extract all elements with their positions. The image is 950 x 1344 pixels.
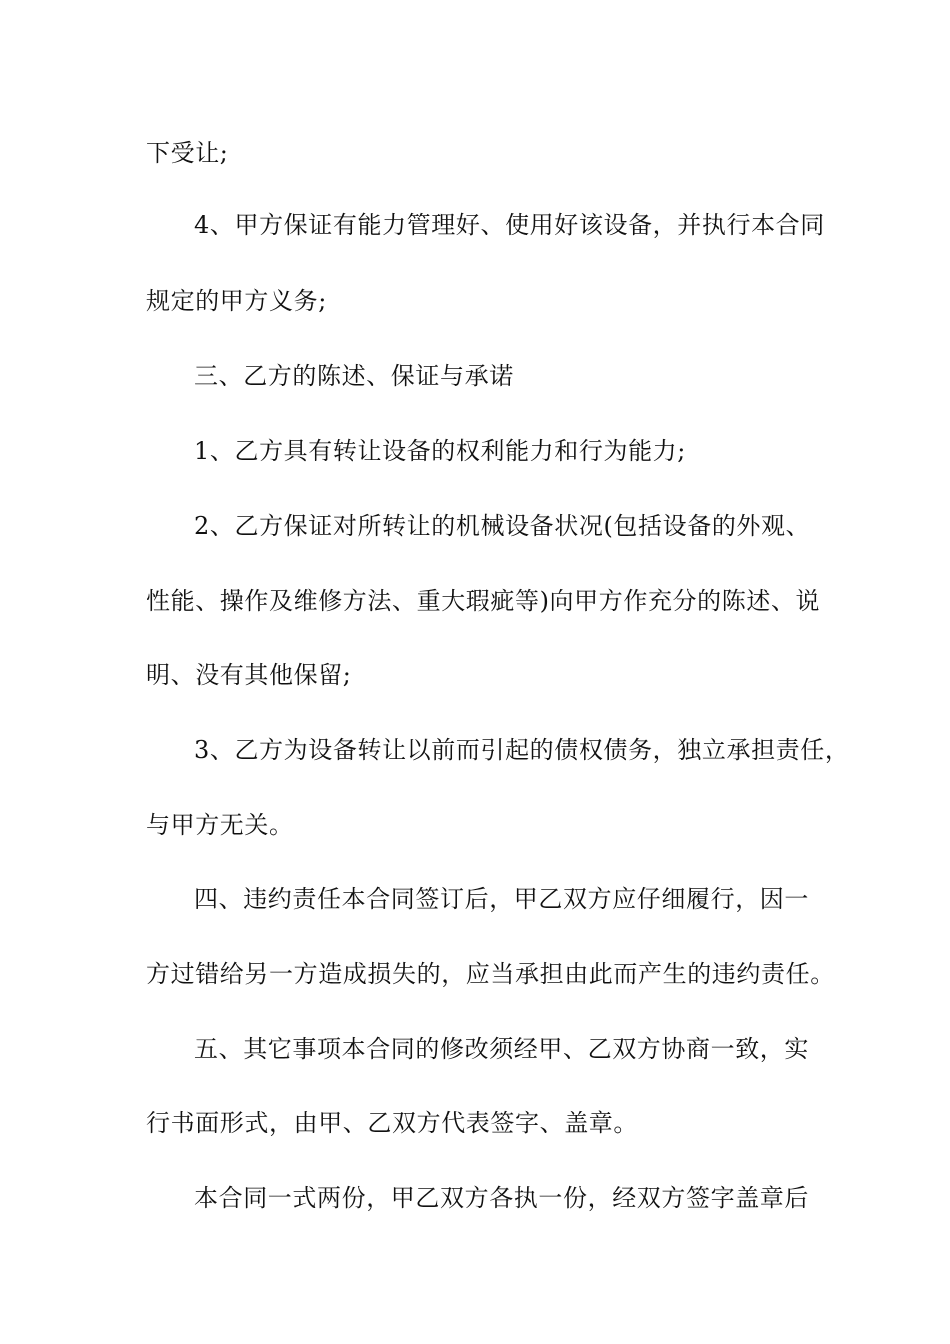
text-line: 行书面形式，由甲、乙双方代表签字、盖章。 [146,1109,638,1137]
text-line: 方过错给另一方造成损失的，应当承担由此而产生的违约责任。 [146,960,835,988]
text-line: 规定的甲方义务; [146,287,327,315]
text-line: 与甲方无关。 [146,811,294,839]
text-line: 1、乙方具有转让设备的权利能力和行为能力; [194,437,686,465]
section-heading: 三、乙方的陈述、保证与承诺 [194,362,514,390]
text-line: 3、乙方为设备转让以前而引起的债权债务，独立承担责任， [194,736,850,764]
text-line: 性能、操作及维修方法、重大瑕疵等)向甲方作充分的陈述、说 [146,587,821,615]
section-paragraph: 四、违约责任本合同签订后，甲乙双方应仔细履行，因一 [194,885,809,913]
text-line: 2、乙方保证对所转让的机械设备状况(包括设备的外观、 [194,512,811,540]
text-line: 明、没有其他保留; [146,661,352,689]
section-paragraph: 五、其它事项本合同的修改须经甲、乙双方协商一致，实 [194,1035,809,1063]
text-line: 4、甲方保证有能力管理好、使用好该设备，并执行本合同 [194,211,825,239]
text-line: 本合同一式两份，甲乙双方各执一份，经双方签字盖章后 [194,1184,809,1212]
text-line: 下受让; [146,139,229,167]
